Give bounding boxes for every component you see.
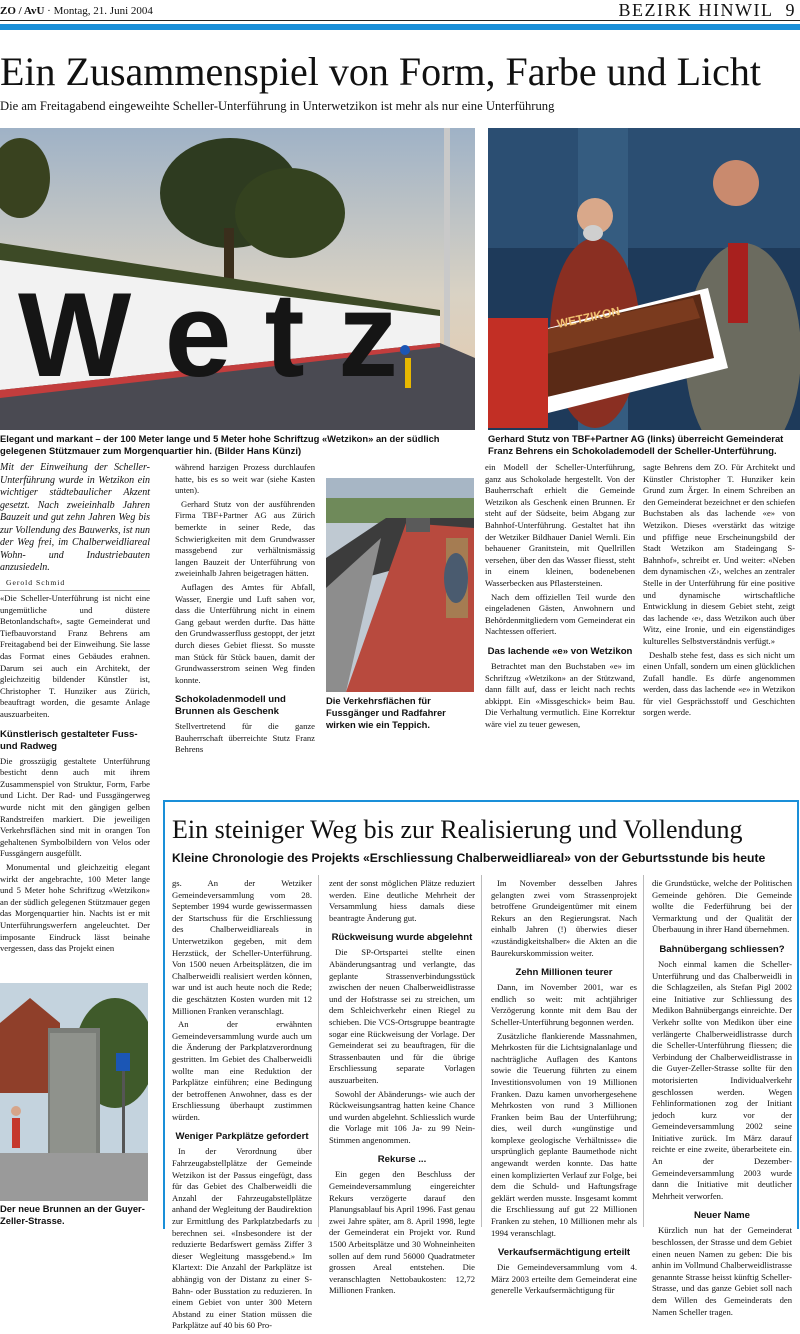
box-paragraph: Noch einmal kamen die Scheller-Unterführung und das Chalberweidli in die Schlagzeilen, als Stefan Pigl 2002 eine Initiative zur Schliessung des Medikon Bahnübergangs einreichte. Der Verkehr sollte von Medikon über eine verlängerte Chalberweidlistrasse durch die Scheller-Unterführung fliessen; die Verbindung der Chalberweidlistrasse in die Guyer-Zeller-Strasse sollte für den motorisierten Individualverkehr geschlossen werden. Wegen Fehlinformationen zog der Initiant jedoch kurz vor der Gemeindeversammlung 2002 seine Initiative zurück. Im März darauf reichte er eine zweite, überarbeitete ein. An der Dezember-Gemeindeversammlung 2003 wurde dann die Initiative mit deutlicher Mehrheit verworfen. xyxy=(652,958,792,1201)
article-column-2 xyxy=(175,462,315,758)
box-paragraph: Sowohl der Abänderungs- wie auch der Rückweisungsantrag hatten keine Chance und wurden abgelehnt. Schliesslich wurde die Vorlage mit 106 Ja- zu 99 Nein-Stimmen angenommen. xyxy=(329,1088,475,1145)
box-paragraph: Die SP-Ortspartei stellte einen Abänderungsantrag und verlangte, das geplante Strassenverbindungsstück zwischen der neuen Chalberweidlistrasse und der Hofstrasse sei zu streichen, um dem Schleichverkehr einen Riegel zu schieben. Die VCS-Ortsgruppe beantragte sogar eine Rückweisung der Vorlage. Der Gemeinderat sei zu beauftragen, für die Strassenbauten und für die übrige Erschliessung separate Vorlagen auszuarbeiten. xyxy=(329,947,475,1085)
box-paragraph: In der Verordnung über Fahrzeugabstellplätze der Gemeinde Wetzikon ist der Passus eingefügt, dass für das Gebiet des Chalberweidli die Anzahl der Fahrzeugabstellplätze anhand der Wegleitung der Baudirektion zur Ermittlung des Parkplatzbedarfs zu berechnen sei. «Insbesondere ist der reduzierte Bedarfswert gemäss Ziffer 3 dieser Wegleitung massgebend.» Im Klartext: Die Anzahl der Parkplätze ist abhängig von der Distanz zu einer S-Bahn- oder Busstation zu reduzieren. In einem Gebiet von unter 300 Metern Abstand zu einer Station müssen die Parkplätze auf 40 bis 60 Pro- xyxy=(172,1146,312,1331)
article-paragraph: Deshalb stehe fest, dass es sich nicht um einen Unfall, sondern um einen glücklichen Zufall handle. Es dürfe angenommen werden, dass das lachende «e» in Wetzikon für viel Gesprächsstoff und Geschichten sorgen werde. xyxy=(643,649,795,718)
box-column-3 xyxy=(491,878,637,1299)
article-paragraph: Die grosszügig gestaltete Unterführung besticht denn auch mit ihrem Zusammenspiel von Struktur, Form, Farbe und Licht. Der Rad- und Fussgängerweg wurde nicht mit den gängigen gelben Randstreifen markiert. Die jeweiligen Verkehrsflächen sind mit in orangen Ton gehaltenen Symbolbildern von Velos oder Fussgängern ausgefüllt. xyxy=(0,755,150,859)
article-paragraph: Auflagen des Amtes für Abfall, Wasser, Energie und Luft sahen vor, dass die Unterführung nicht in einem Gang gebaut werden durfte. Das hätte den Grundwasserfluss gestoppt, der jetzt durch dieses Gebiet fliesst. So musste man Stück für Stück bauen, damit der Grundwasserstrom seinen Weg finden konnte. xyxy=(175,581,315,685)
photo1-caption: Elegant und markant – der 100 Meter lange und 5 Meter hohe Schriftzug «Wetzikon» an der südlich gelegenen Stützmauer zum Morgenquartier hin. (Bilder Hans Künzi) xyxy=(0,433,440,456)
article-headline: Ein Zusammenspiel von Form, Farbe und Licht xyxy=(0,49,761,94)
box-paragraph: An der erwähnten Gemeindeversammlung wurde auch um die Änderung der Parkplatzverordnung gestritten. Im Gebiet des Chalberweidli wollte man eine Reduktion der Parkplätze einführen; eine Bedingung der betroffenen Anwohner, dass es der Erschliessung überhaupt zustimmen würden. xyxy=(172,1019,312,1122)
photo-path-carpet xyxy=(326,478,474,692)
box-deck: Kleine Chronologie des Projekts «Erschliessung Chalberweidliareal» von der Geburtsstunde bis heute xyxy=(172,851,766,865)
subheading-kuenstlerisch: Künstlerisch gestalteter Fuss- und Radweg xyxy=(0,728,138,752)
subheading-lachende-e: Das lachende «e» von Wetzikon xyxy=(487,645,633,657)
article-paragraph: Betrachtet man den Buchstaben «e» im Schriftzug «Wetzikon» an der Stützwand, dann fällt auf, dass er leicht nach rechts abkippt. Ein «Missgeschick» beim Bau. Die Verhaltung vermutlich. Eine Korrektur wäre viel zu teuer gewesen, xyxy=(485,660,635,729)
article-paragraph: Monumental und gleichzeitig elegant wirkt der angebrachte, 100 Meter lange und 5 Meter hohe Schriftzug «Wetzikon» an der südlich gelegenen Stützmauer gegen das Morgenquartier hin. Nachts ist er mit Unterführungswerfern angeleuchtet. Der imposante Eindruck lässt beinahe vergessen, dass das Projekt einen xyxy=(0,861,150,954)
photo-fountain xyxy=(0,983,148,1201)
article-paragraph: «Die Scheller-Unterführung ist nicht eine ungemütliche und düstere Betonlandschaft», sagte Gemeinderat und Tiefbauvorstand Franz Behrens am Freitagabend bei der Einweihung. Sie lasse das Format eines Gebäudes erahnen. Darum sei auch ein Architekt, der gleichzeitig bildender Künstler ist, Christopher T. Hunziker aus Zürich, beauftragt worden, die gesamte Anlage auszuarbeiten. xyxy=(0,593,150,720)
box-subheading: Bahnübergang schliessen? xyxy=(659,943,785,955)
subheading-schokolade: Schokoladenmodell und Brunnen als Geschenk xyxy=(175,694,286,718)
box-subheading: Weniger Parkplätze gefordert xyxy=(175,1131,309,1143)
article-paragraph: Nach dem offiziellen Teil wurde den eingeladenen Gästen, Anwohnern und Behördenmitgliedern vom Gemeinderat ein Nachtessen offeriert. xyxy=(485,591,635,637)
section-name: BEZIRK HINWIL xyxy=(618,0,774,20)
box-paragraph: Im November desselben Jahres gelangten zwei vom Strassenprojekt betroffene Grundeigentümer mit einem Rekurs an den Regierungsrat. Nach einhalb Jahren (!) überwies dieser «zuständigkeitshalber» die Akten an die Baurekurskommission weiter. xyxy=(491,878,637,958)
box-paragraph: gs. An der Wetziker Gemeindeversammlung vom 28. September 1994 wurde gewissermassen der Startschuss für die Erschliessung des Chalberweidliareals in Unterwetzikon gegeben, mit dem Herzstück, der Scheller-Unterführung. Von 1500 neuen Arbeitsplätzen, die im Chalberweidli realisiert werden können, war und ist auch heute noch die Rede; die geschätzten Kosten wurden mit 12 Millionen Franken veranschlagt. xyxy=(172,878,312,1016)
photo-wetzikon-wall xyxy=(0,128,475,430)
box-paragraph: Kürzlich nun hat der Gemeinderat beschlossen, der Strasse und dem Gebiet einen neuen Namen zu geben: Die bis anhin im Vollmund Chalberweidlistrasse genannte Strasse heisst künftig Scheller-Strasse, und das ganze Gebiet soll nach dem Willen des Gemeinderats den Namen Scheller tragen. xyxy=(652,1225,792,1317)
column-rule xyxy=(643,875,644,1227)
header-accent-bar xyxy=(0,24,800,30)
article-paragraph: Gerhard Stutz von der ausführenden Firma TBF+Partner AG aus Zürich bemerkte in seiner Rede, das Schwierigkeiten mit dem Grundwasser massgebend zur verhältnismässig langen Bauzeit der Unterführung von zweieinhalb Jahren beigetragen hätten. xyxy=(175,498,315,579)
box-paragraph: zent der sonst möglichen Plätze reduziert werden. Eine deutliche Mehrheit der Versammlung hiess damals diese beantragte Änderung gut. xyxy=(329,878,475,923)
box-subheading: Rückweisung wurde abgelehnt xyxy=(331,932,473,944)
paper-name: ZO / AvU xyxy=(0,5,45,17)
box-paragraph: Die Gemeindeversammlung vom 4. März 2003 erteilte dem Gemeinderat eine generelle Verkaufsermächtigung für xyxy=(491,1262,637,1296)
article-paragraph: ein Modell der Scheller-Unterführung, ganz aus Schokolade hergestellt. Von der Bauherrschaft erhielt die Gemeinde Wetzikon als Geschenk einen Brunnen. Er steht auf der Südseite, beim Abgang zur Bahnhof-Unterführung. Gestaltet hat ihn der Wetziker Bildhauer Daniel Wernli. Ein behauener Granitstein, mit Quellrillen versehen, über den das Wasser fliesst, steht in einem kleinen, bodenebenen Wasserbecken aus Pflastersteinen. xyxy=(485,462,635,588)
issue-date: · Montag, 21. Juni 2004 xyxy=(47,5,153,17)
article-byline: Gerold Schmid xyxy=(0,577,150,592)
article-column-1 xyxy=(0,462,150,957)
article-deck: Die am Freitagabend eingeweihte Scheller-Unterführung in Unterwetzikon ist mehr als nur eine Unterführung xyxy=(0,99,555,113)
box-paragraph: Dann, im November 2001, war es endlich so weit: mit achtjähriger Verzögerung konnte mit dem Bau der Scheller-Unterführung begonnen werden. xyxy=(491,982,637,1027)
column-rule xyxy=(318,875,319,1227)
article-paragraph: sagte Behrens dem ZO. Für Architekt und Künstler Christopher T. Hunziker kein Grund zum Ärger. In einem Schreiben an den Gemeinderat bezeichnet er den schiefen Buchstaben als das lachende «e» von Wetzikon. Dieses «verstärkt das witzige und pfiffige neue Erscheinungsbild der Stadt Wetzikon am Stadeingang S-Bahnhof», schreibt er. Und weiter: «Neben dem dynamischen ‹Z›, welches an zentraler Stelle in der Unterführung für eine positive und dynamische wirtschaftliche Entwicklung in diesem Gebiet steht, zeigt das lachende ‹e›, dass Wetzikon auch über Witz, eine Ironie, und ein eigenständiges kulturelles Selbstverständnis verfügt.» xyxy=(643,462,795,646)
page-header-left xyxy=(0,5,153,17)
photo-cake-handover xyxy=(488,128,800,430)
photo4-caption: Der neue Brunnen an der Guyer-Zeller-Strasse. xyxy=(0,1203,145,1226)
article-column-4 xyxy=(643,462,795,721)
wall-lettering: W e t z xyxy=(18,268,398,402)
box-paragraph: Ein gegen den Beschluss der Gemeindeversammlung eingereichter Rekurs verzögerte darauf den Planungsablauf bis April 1996. Fast genau zwei Jahre später, am 8. April 1998, legte der Gemeinderat ein Projekt vor. Rund 1500 Arbeitsplätze und 30 Wohneinheiten sollen auf dem rund 56000 Quadratmeter grossen Areal entstehen. Die veranschlagten Nettobaukosten: 12,72 Millionen Franken. xyxy=(329,1169,475,1296)
box-column-1 xyxy=(172,878,312,1334)
box-subheading: Zehn Millionen teurer xyxy=(515,967,613,979)
photo2-caption: Gerhard Stutz von TBF+Partner AG (links) überreicht Gemeinderat Franz Behrens ein Schokolademodell der Scheller-Unterführung. xyxy=(488,433,784,456)
header-rule xyxy=(0,20,800,21)
box-paragraph: Zusätzliche flankierende Massnahmen, Mehrkosten für die Lichtsignalanlage und nachträgliche Auflagen des Kantons sowie die Teuerung führten zu einem Investitionsvolumen von 19 Millionen Franken. Dazu kamen unvorhergesehene Mehrkosten von rund 3 Millionen Franken beim Bau der Unterführung; dies, weil durch «ungünstige und komplexe geologische Verhältnisse» die ursprünglich geplante Baumethode nicht angewandt werden konnte. Das hatte einen komplizierten Verlauf zur Folge, bei dem die Schuld- und Haftungsfrage geklärt werden musste. Insgesamt kommt die Erschliessung auf gut 22 Millionen Franken zu stehen, 10 Millionen mehr als 1994 veranschlagt. xyxy=(491,1030,637,1238)
article-paragraph: Stellvertretend für die ganze Bauherrschaft überreichte Stutz Franz Behrens xyxy=(175,721,315,755)
article-lead: Mit der Einweihung der Scheller-Unterführung wurde in Wetzikon ein wichtiger städtebaulicher Akzent gesetzt. Nach zweieinhalb Jahren Bauzeit und gut zehn Jahren Weg bis zur Vollendung des Bauwerks, ist nun der Weg frei, im Chalberweidliareal Wohn- und Industriebauten anzusiedeln. xyxy=(0,462,150,573)
box-subheading: Rekurse ... xyxy=(377,1154,427,1166)
box-headline: Ein steiniger Weg bis zur Realisierung und Vollendung xyxy=(172,815,743,844)
page-header-right xyxy=(619,0,796,21)
photo3-caption: Die Verkehrsflächen für Fussgänger und Radfahrer wirken wie ein Teppich. xyxy=(326,695,446,730)
article-column-3 xyxy=(485,462,635,732)
column-rule xyxy=(481,875,482,1227)
cake-lettering: WETZIKON xyxy=(555,303,622,331)
box-column-4 xyxy=(652,878,792,1320)
page-number: 9 xyxy=(785,0,796,20)
box-subheading: Verkaufsermächtigung erteilt xyxy=(497,1247,631,1259)
box-column-2 xyxy=(329,878,475,1299)
article-paragraph: während harzigen Prozess durchlaufen hatte, bis es so weit war (siehe Kasten unten). xyxy=(175,462,315,496)
box-paragraph: die Grundstücke, welche der Politischen Gemeinde gehören. Die Gemeinde wollte die Federführung bei der Vermarktung und der Qualität der Überbauung in ihrer Hand übernehmen. xyxy=(652,878,792,935)
box-subheading: Neuer Name xyxy=(694,1210,750,1222)
